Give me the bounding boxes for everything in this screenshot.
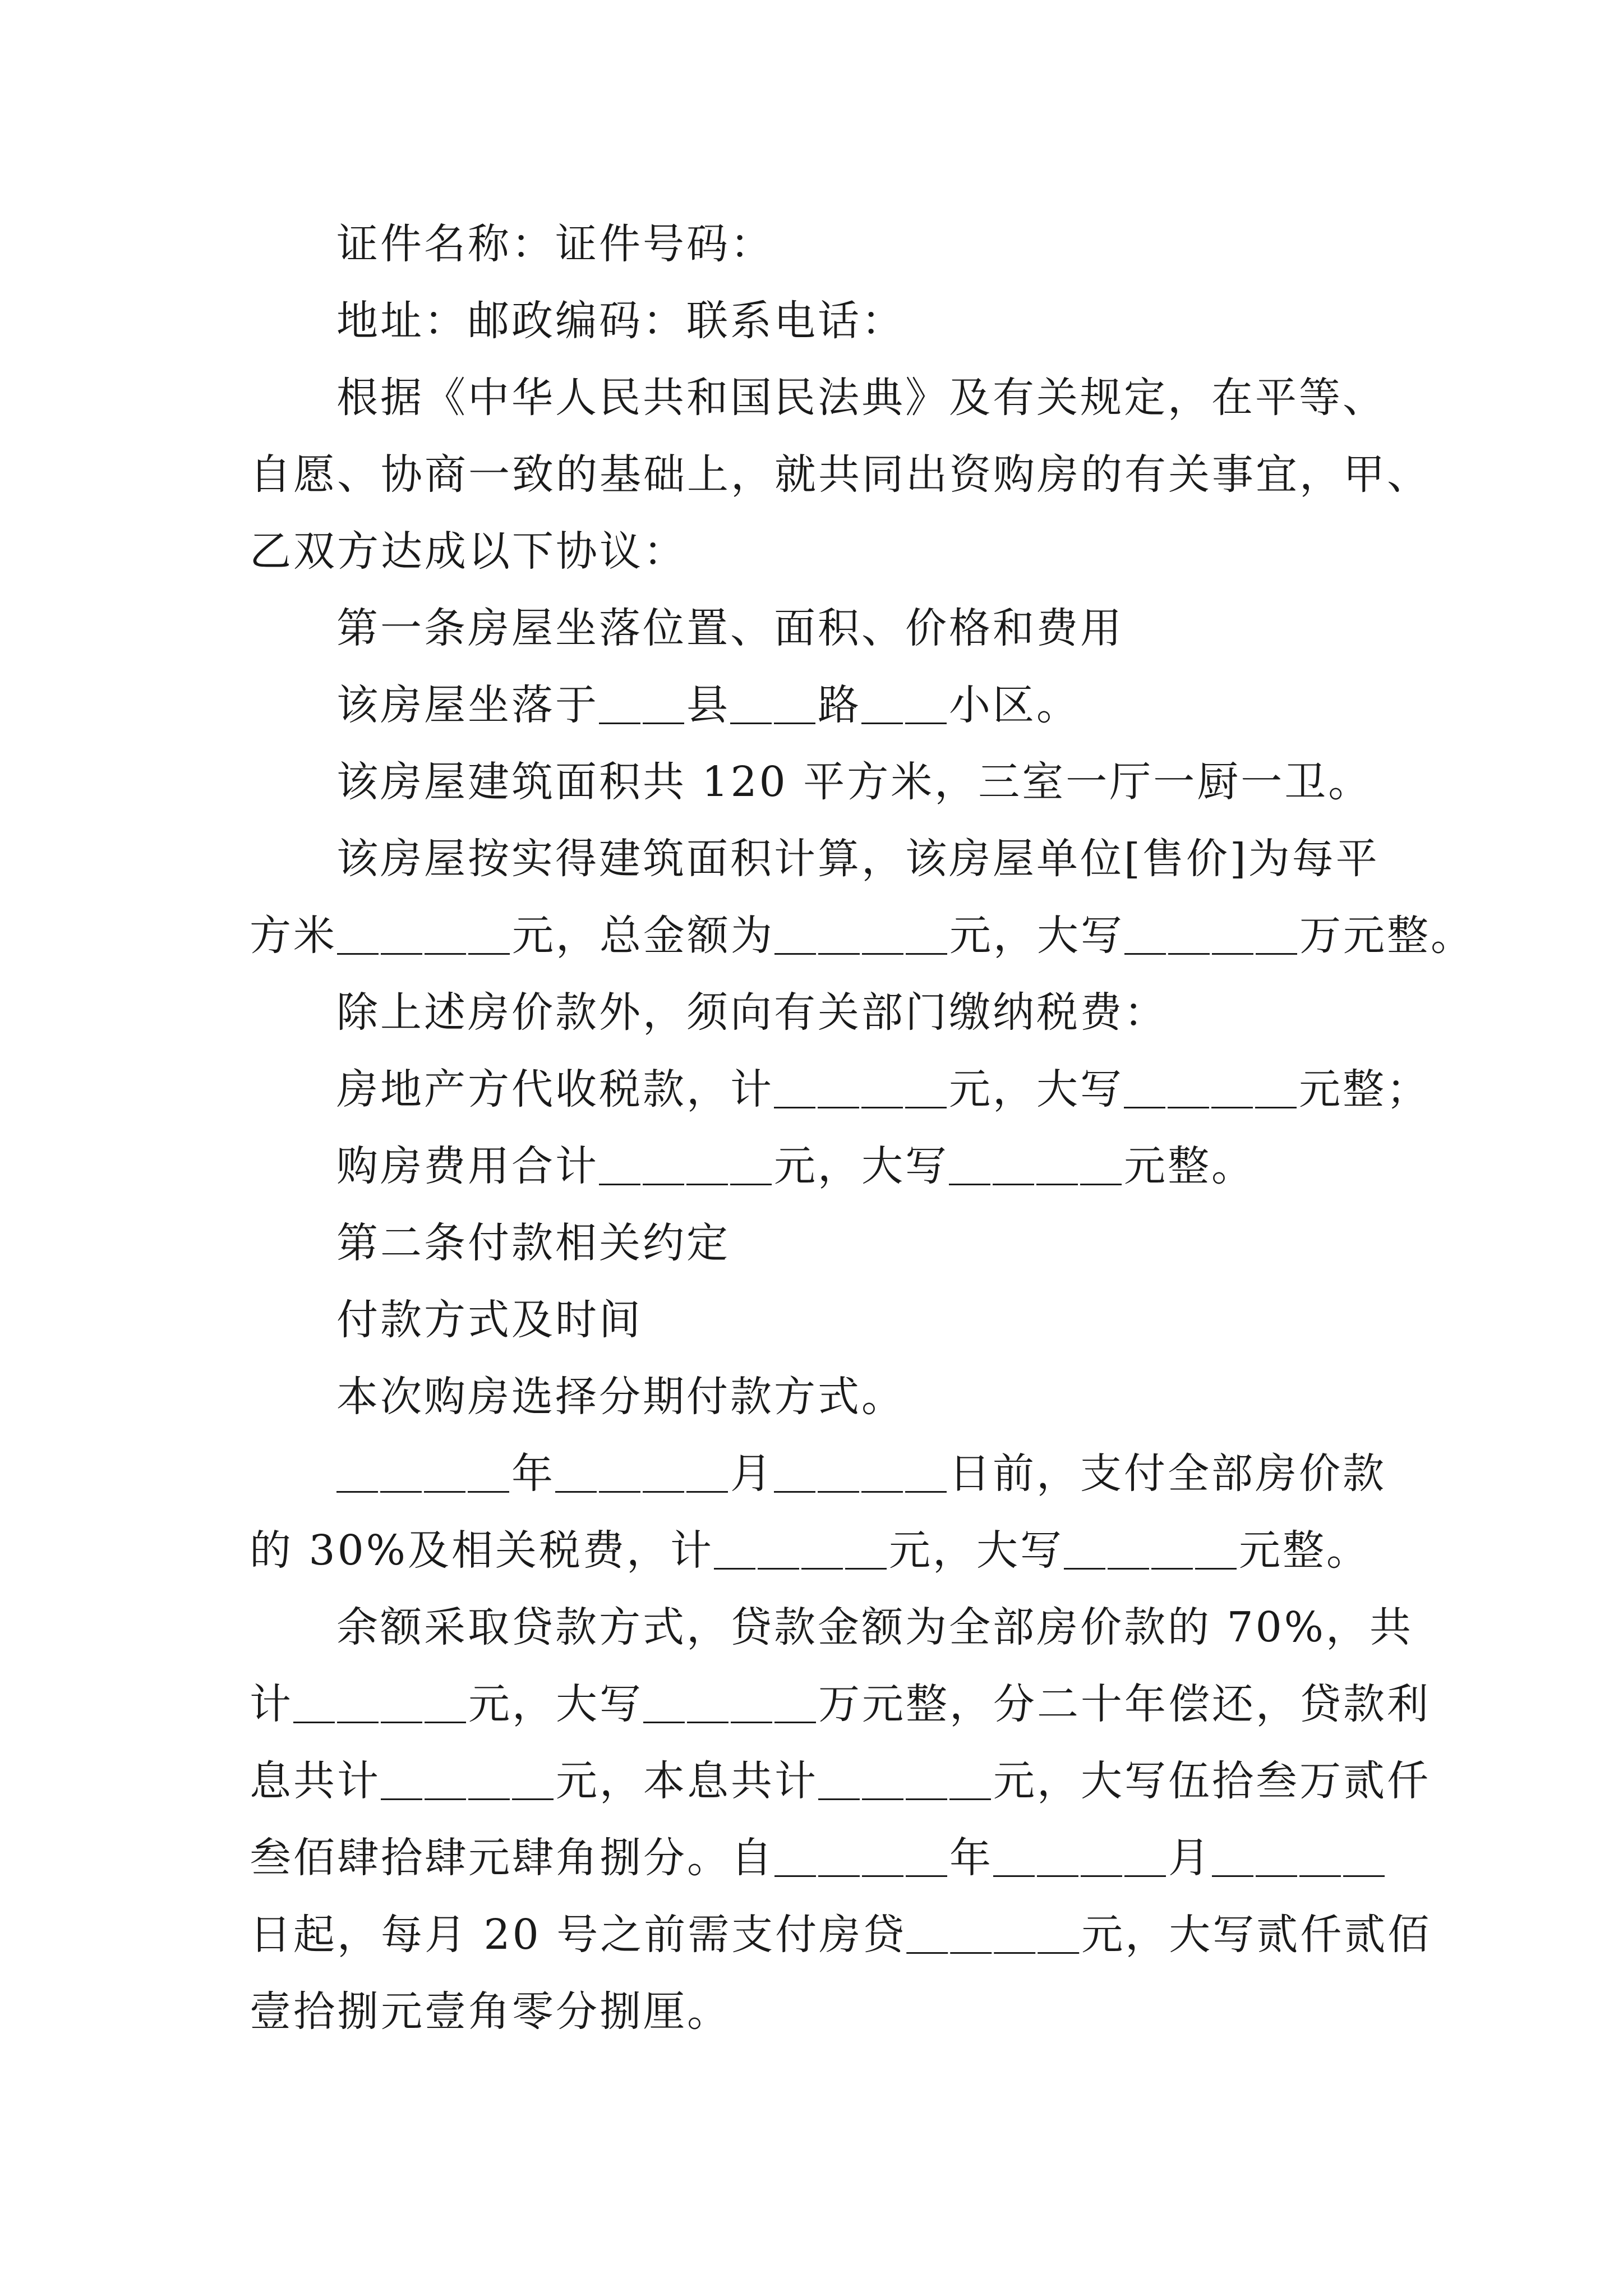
preamble-line-2: 自愿、协商一致的基础上，就共同出资购房的有关事宜，甲、 <box>250 450 1431 499</box>
id-info-line: 证件名称：证件号码： <box>336 220 774 268</box>
area-line: 该房屋建筑面积共 120 平方米，三室一厅一厨一卫。 <box>336 758 1372 806</box>
preamble-line-1: 根据《中华人民共和国民法典》及有关规定，在平等、 <box>336 374 1386 422</box>
loan-line-5: 日起，每月 20 号之前需支付房贷＿＿＿＿元，大写贰仟贰佰 <box>250 1911 1432 1959</box>
down-payment-line-2: 的 30%及相关税费，计＿＿＿＿元，大写＿＿＿＿元整。 <box>250 1526 1370 1575</box>
address-line: 地址：邮政编码：联系电话： <box>336 297 905 345</box>
loan-line-4: 叁佰肆拾肆元肆角捌分。自＿＿＿＿年＿＿＿＿月＿＿＿＿ <box>250 1834 1387 1882</box>
loan-line-6: 壹拾捌元壹角零分捌厘。 <box>250 1987 731 2036</box>
tax-intro-line: 除上述房价款外，须向有关部门缴纳税费： <box>336 988 1168 1037</box>
payment-method-heading: 付款方式及时间 <box>336 1296 643 1344</box>
loan-line-2: 计＿＿＿＿元，大写＿＿＿＿万元整，分二十年偿还，贷款利 <box>250 1680 1431 1728</box>
loan-line-1: 余额采取贷款方式，贷款金额为全部房价款的 70%，共 <box>336 1603 1413 1651</box>
article-1-heading: 第一条房屋坐落位置、面积、价格和费用 <box>336 604 1124 652</box>
installment-line: 本次购房选择分期付款方式。 <box>336 1373 905 1421</box>
preamble-line-3: 乙双方达成以下协议： <box>250 527 687 576</box>
down-payment-line-1: ＿＿＿＿年＿＿＿＿月＿＿＿＿日前，支付全部房价款 <box>336 1450 1386 1498</box>
price-line-1: 该房屋按实得建筑面积计算，该房屋单位[售价]为每平 <box>336 835 1380 883</box>
location-line: 该房屋坐落于＿＿县＿＿路＿＿小区。 <box>336 681 1080 729</box>
article-2-heading: 第二条付款相关约定 <box>336 1219 730 1267</box>
price-line-2: 方米＿＿＿＿元，总金额为＿＿＿＿元，大写＿＿＿＿万元整。 <box>250 912 1474 960</box>
loan-line-3: 息共计＿＿＿＿元，本息共计＿＿＿＿元，大写伍拾叁万贰仟 <box>250 1757 1431 1805</box>
total-cost-line: 购房费用合计＿＿＿＿元，大写＿＿＿＿元整。 <box>336 1142 1255 1190</box>
tax-line: 房地产方代收税款，计＿＿＿＿元，大写＿＿＿＿元整； <box>336 1065 1430 1114</box>
